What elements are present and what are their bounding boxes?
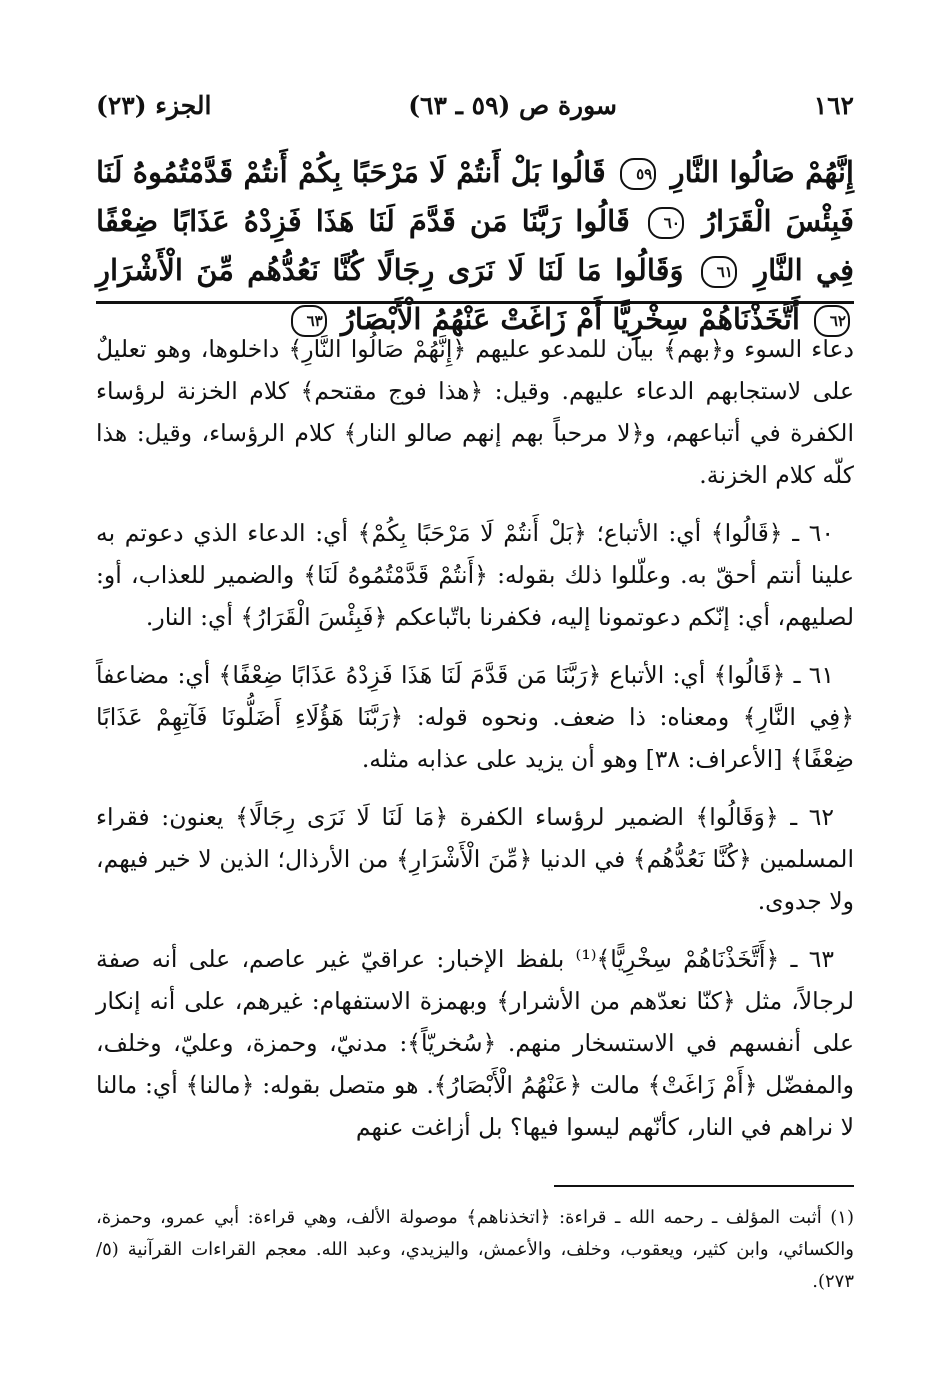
verse-63-number: ٦٣	[291, 305, 327, 337]
page-header	[96, 82, 854, 128]
verse-59-number: ٥٩	[620, 158, 656, 190]
verse-62-text: وَقَالُوا مَا لَنَا لَا نَرَى رِجَالًا كُنَّا نَعُدُّهُم مِّنَ الْأَشْرَارِ	[96, 253, 684, 287]
commentary-paragraph-intro: دعاء السوء و﴿بهم﴾ بيان للمدعو عليهم ﴿إِنَّهُمْ صَالُوا النَّارِ﴾ داخلوها، وهو تعليلٌ على لاستجابهم الدعاء عليهم. وقيل: ﴿هذا فوج مقتحم﴾ كلام الخزنة لرؤساء الكفرة في أتباعهم، و﴿لا مرحباً بهم إنهم صالو النار﴾ كلام الرؤساء، وقيل: هذا كلّه كلام الخزنة.	[96, 335, 854, 489]
footnote-divider	[554, 1185, 854, 1187]
surah-title: سورة ص (٥٩ ـ ٦٣)	[408, 90, 617, 120]
commentary-paragraph-60: ٦٠ ـ ﴿قَالُوا﴾ أي: الأتباع؛ ﴿بَلْ أَنتُمْ لَا مَرْحَبًا بِكُمْ﴾ أي: الدعاء الذي دعوتم به علينا أنتم أحقّ به. وعلّلوا ذلك بقوله: ﴿أَنتُمْ قَدَّمْتُمُوهُ لَنَا﴾ والضمير للعذاب، أو: لصليهم، أي: إنّكم دعوتمونا إليه، فكفرنا باتّباعكم ﴿فَبِئْسَ الْقَرَارُ﴾ أي: النار.	[96, 519, 854, 631]
verse-62-number: ٦٢	[814, 305, 850, 337]
verse-59-text: إِنَّهُمْ صَالُوا النَّارِ	[670, 155, 854, 189]
commentary-paragraph-63: ٦٣ ـ ﴿أَتَّخَذْنَاهُمْ سِخْرِيًّا﴾⁽¹⁾ بلفظ الإخبار: عراقيّ غير عاصم، على أنه صفة لرجالاً، مثل ﴿كنّا نعدّهم من الأشرار﴾ وبهمزة الاستفهام: غيرهم، على أنه إنكار على أنفسهم في الاستسخار منهم. ﴿سُخريّاً﴾: مدنيّ، وحمزة، وعليّ، وخلف، والمفضّل ﴿أَمْ زَاغَتْ﴾ مالت ﴿عَنْهُمُ الْأَبْصَارُ﴾. هو متصل بقوله: ﴿مالنا﴾ أي: مالنا لا نراهم في النار، كأنّهم ليسوا فيها؟ بل أزاغت عنهم	[96, 945, 854, 1141]
juz-label: الجزء (٢٣)	[96, 90, 212, 120]
verse-60-number: ٦٠	[648, 207, 684, 239]
page-number: ١٦٢	[813, 90, 854, 120]
verse-61-number: ٦١	[701, 256, 737, 288]
footnote: (١) أثبت المؤلف ـ رحمه الله ـ قراءة: ﴿اتخذناهم﴾ موصولة الألف، وهي قراءة: أبي عمرو، وحمزة، والكسائي، وابن كثير، ويعقوب، وخلف، والأعمش، واليزيدي، وعبد الله. معجم القراءات القرآنية (٥/ ٢٧٣).	[96, 1207, 854, 1292]
commentary-paragraph-62: ٦٢ ـ ﴿وَقَالُوا﴾ الضمير لرؤساء الكفرة ﴿مَا لَنَا لَا نَرَى رِجَالًا﴾ يعنون: فقراء المسلمين ﴿كُنَّا نَعُدُّهُم﴾ في الدنيا ﴿مِّنَ الْأَشْرَارِ﴾ من الأرذال؛ الذين لا خير فيهم، ولا جدوى.	[96, 803, 854, 915]
verse-60-text: قَالُوا بَلْ أَنتُمْ لَا مَرْحَبًا بِكُمْ أَنتُمْ قَدَّمْتُمُوهُ لَنَا فَبِئْسَ الْقَرَارُ	[96, 155, 854, 238]
verses-divider	[96, 301, 854, 304]
tafsir-commentary	[96, 328, 854, 1164]
commentary-paragraph-61: ٦١ ـ ﴿قَالُوا﴾ أي: الأتباع ﴿رَبَّنَا مَن قَدَّمَ لَنَا هَذَا فَزِدْهُ عَذَابًا ضِعْفًا﴾ أي: مضاعفاً ﴿فِي النَّارِ﴾ ومعناه: ذا ضعف. ونحوه قوله: ﴿رَبَّنَا هَؤُلَاءِ أَضَلُّونَا فَآتِهِمْ عَذَابًا ضِعْفًا﴾ [الأعراف: ٣٨] وهو أن يزيد على عذابه مثله.	[96, 661, 854, 773]
verse-63-text: أَتَّخَذْنَاهُمْ سِخْرِيًّا أَمْ زَاغَتْ عَنْهُمُ الْأَبْصَارُ	[340, 302, 800, 336]
verse-61-text: قَالُوا رَبَّنَا مَن قَدَّمَ لَنَا هَذَا فَزِدْهُ عَذَابًا ضِعْفًا فِي النَّارِ	[96, 204, 854, 287]
quran-verses	[96, 148, 854, 336]
